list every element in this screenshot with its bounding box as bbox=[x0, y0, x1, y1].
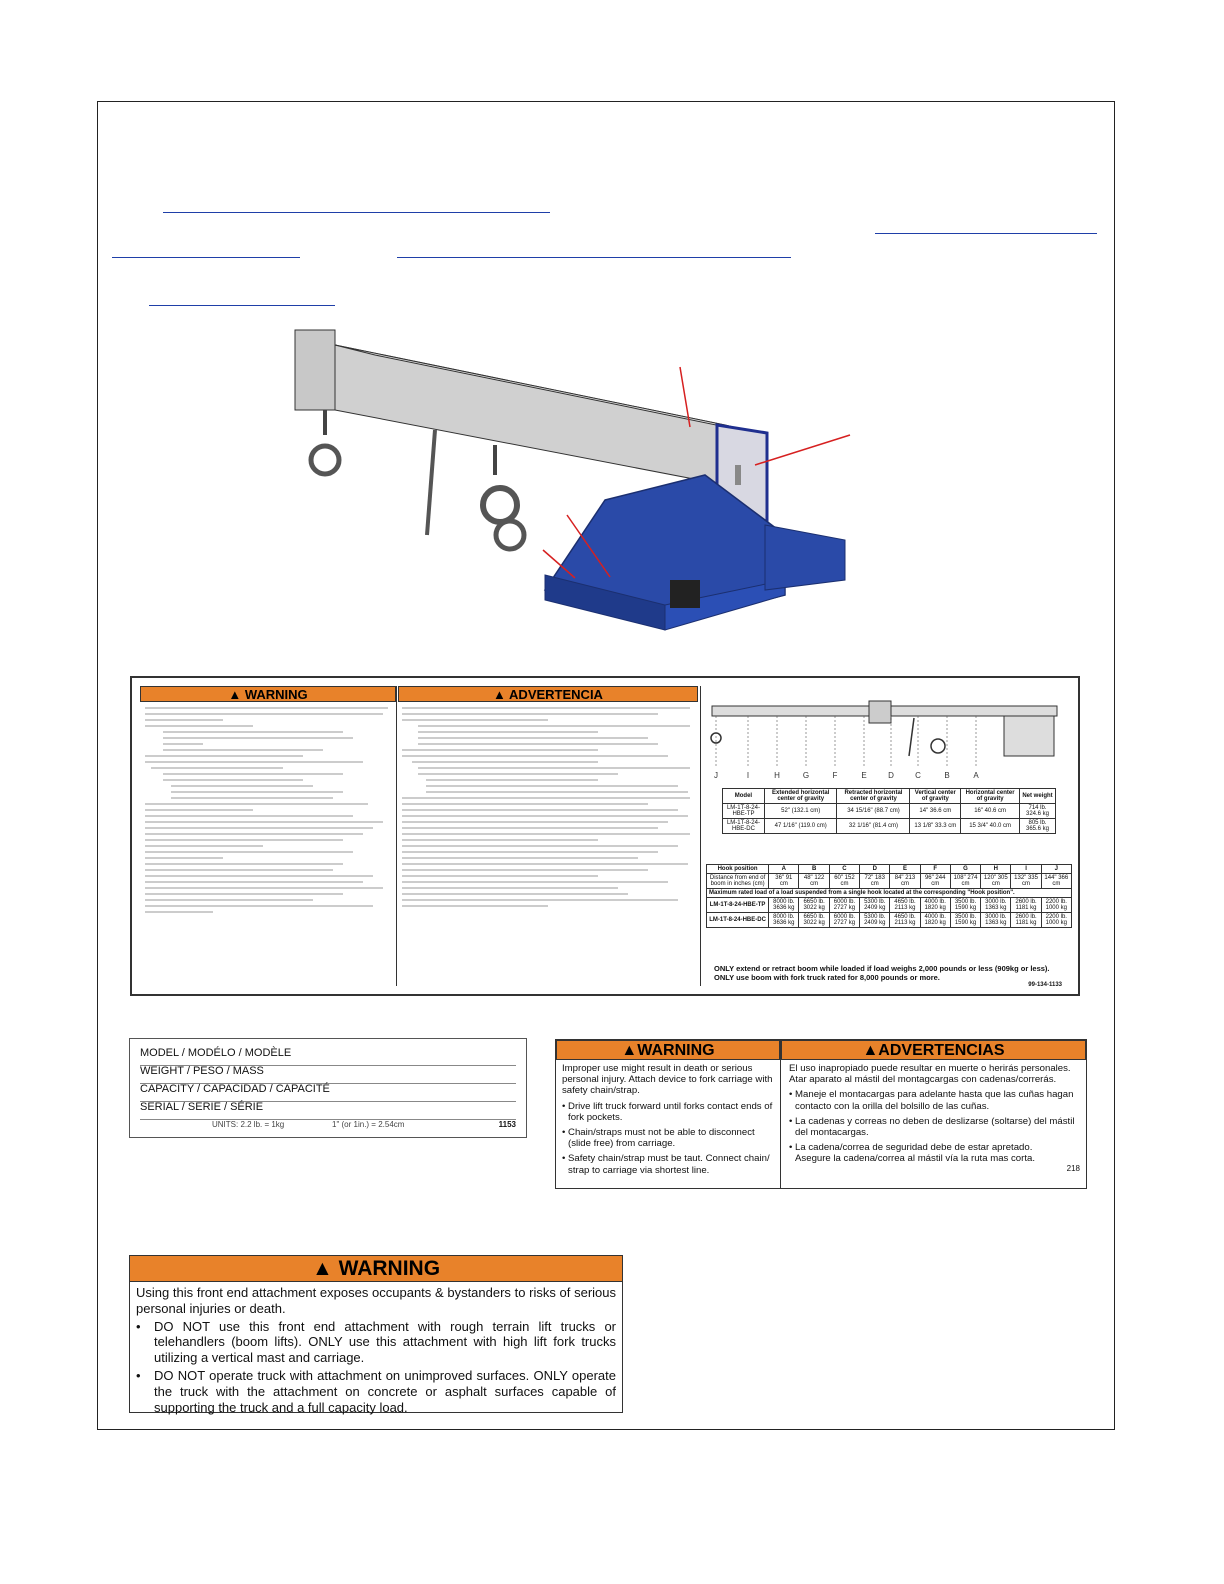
table-cell: 32 1/16" (81.4 cm) bbox=[837, 819, 910, 834]
hook-letter: J bbox=[714, 771, 718, 780]
table-cell: 5300 lb. 2409 kg bbox=[860, 913, 890, 928]
alert-triangle-icon: ▲ bbox=[493, 687, 510, 702]
table-header: C bbox=[829, 865, 859, 874]
chain-es-bullet: Maneje el montacargas para adelante hasta que las cuñas hagan contacto con la orilla del bolsillo de las cuñas. bbox=[795, 1089, 1074, 1112]
warning-header bbox=[140, 686, 396, 702]
weight-row bbox=[140, 1065, 516, 1084]
link-line-2a[interactable] bbox=[875, 233, 1097, 234]
hook-load-table bbox=[706, 864, 1072, 928]
alert-triangle-icon: ▲ bbox=[228, 687, 245, 702]
warning-spanish-column bbox=[398, 686, 698, 986]
list-item: • La cadena/correa de seguridad debe de estar apretado. Asegure la cadena/correa al mástil vía la ruta mas corta. bbox=[789, 1142, 1078, 1164]
link-line-3[interactable] bbox=[397, 257, 791, 258]
alert-triangle-icon: ▲ bbox=[862, 1042, 879, 1059]
table-cell: 4000 lb. 1820 kg bbox=[920, 913, 950, 928]
chain-en-body bbox=[556, 1060, 780, 1179]
table-cell: 144" 366 cm bbox=[1041, 874, 1071, 889]
table-header: J bbox=[1041, 865, 1071, 874]
table-row bbox=[707, 889, 1072, 898]
only-use-text: ONLY use boom with fork truck rated for 8,000 pounds or more. bbox=[714, 973, 940, 982]
table-cell: LM-1T-8-24-HBE-DC bbox=[707, 913, 769, 928]
table-cell: 4650 lb. 2113 kg bbox=[890, 898, 920, 913]
table-cell: 4650 lb. 2113 kg bbox=[890, 913, 920, 928]
divider bbox=[396, 686, 397, 986]
model-label: MODEL / MODÉLO / MODÈLE bbox=[140, 1047, 292, 1059]
table-header: D bbox=[860, 865, 890, 874]
warning-title: WARNING bbox=[244, 687, 308, 702]
advertencia-title: ADVERTENCIAS bbox=[878, 1042, 1005, 1059]
front-end-bullet: DO NOT use this front end attachment with rough terrain lift trucks or telehandlers (boom lifts). ONLY use this attachment with high lift fork trucks utilizing a vertical mast and carriage. bbox=[154, 1318, 616, 1366]
table-cell: 34 15/16" (88.7 cm) bbox=[837, 804, 910, 819]
table-header: Net weight bbox=[1020, 789, 1056, 804]
table-cell: 52" (132.1 cm) bbox=[764, 804, 837, 819]
list-item: • Maneje el montacargas para adelante hasta que las cuñas hagan contacto con la orilla del bolsillo de las cuñas. bbox=[789, 1089, 1078, 1111]
chain-en-bullet: Safety chain/strap must be taut. Connect chain/ strap to carriage via shortest line. bbox=[568, 1153, 770, 1176]
table-cell: 47 1/16" (119.0 cm) bbox=[764, 819, 837, 834]
link-line-4[interactable] bbox=[149, 305, 335, 306]
table-row bbox=[723, 819, 1056, 834]
model-cog-table bbox=[722, 788, 1056, 834]
only-extend-text: ONLY extend or retract boom while loaded if load weighs 2,000 pounds or less (909kg or less). bbox=[714, 964, 1050, 973]
boom-illustration bbox=[285, 325, 865, 635]
link-line-1[interactable] bbox=[163, 212, 550, 213]
hook-letter: D bbox=[888, 771, 894, 780]
label-number: 99-134-1133 bbox=[1028, 982, 1062, 988]
table-cell: 108" 274 cm bbox=[950, 874, 980, 889]
chain-warning-label bbox=[555, 1039, 1087, 1189]
table-header: Horizontal center of gravity bbox=[961, 789, 1020, 804]
boom-warning-label bbox=[130, 676, 1080, 996]
table-header: E bbox=[890, 865, 920, 874]
hook-letter: C bbox=[915, 771, 921, 780]
serial-label: SERIAL / SERIE / SÉRIE bbox=[140, 1101, 264, 1113]
chain-label-number: 218 bbox=[1066, 1163, 1080, 1173]
table-row bbox=[707, 874, 1072, 889]
capacity-row bbox=[140, 1083, 516, 1102]
list-item: • La cadenas y correas no deben de deslizarse (soltarse) del mástil del montacargas. bbox=[789, 1116, 1078, 1138]
table-header: F bbox=[920, 865, 950, 874]
table-row bbox=[707, 898, 1072, 913]
table-cell: 5300 lb. 2409 kg bbox=[860, 898, 890, 913]
boom-hook-diagram bbox=[704, 686, 1074, 781]
capacity-label: CAPACITY / CAPACIDAD / CAPACITÉ bbox=[140, 1083, 330, 1095]
advertencia-header bbox=[398, 686, 698, 702]
hook-letter: H bbox=[774, 771, 780, 780]
table-cell: Distance from end of boom in inches (cm) bbox=[707, 874, 769, 889]
link-line-2b[interactable] bbox=[112, 257, 300, 258]
table-cell: 3000 lb. 1363 kg bbox=[981, 913, 1011, 928]
chain-warning-english bbox=[556, 1040, 780, 1188]
hook-letter: I bbox=[746, 771, 750, 780]
divider bbox=[700, 686, 701, 986]
nameplate-number: 1153 bbox=[498, 1120, 516, 1129]
table-header: Retracted horizontal center of gravity bbox=[837, 789, 910, 804]
table-cell: 84" 213 cm bbox=[890, 874, 920, 889]
table-cell: 14" 36.6 cm bbox=[910, 804, 961, 819]
table-header: Hook position bbox=[707, 865, 769, 874]
alert-triangle-icon: ▲ bbox=[621, 1042, 638, 1059]
table-cell: 15 3/4" 40.0 cm bbox=[961, 819, 1020, 834]
front-end-bullet: DO NOT operate truck with attachment on unimproved surfaces. ONLY operate the truck with the attachment on concrete or asphalt surfaces capable of supporting the truck and a full capacity load. bbox=[154, 1367, 616, 1415]
chain-en-intro: Improper use might result in death or serious personal injury. Attach device to fork carriage with safety chain/strap. bbox=[562, 1063, 773, 1097]
chain-en-bullet: Chain/straps must not be able to disconnect (slide free) from carriage. bbox=[568, 1127, 755, 1150]
table-cell: 8000 lb. 3636 kg bbox=[769, 913, 799, 928]
table-header: B bbox=[799, 865, 829, 874]
table-cell: 8000 lb. 3636 kg bbox=[769, 898, 799, 913]
table-cell: 4000 lb. 1820 kg bbox=[920, 898, 950, 913]
advertencia-title: ADVERTENCIA bbox=[509, 687, 603, 702]
fine-print-lines-es bbox=[398, 704, 696, 984]
list-item: • Safety chain/strap must be taut. Connect chain/ strap to carriage via shortest line. bbox=[562, 1153, 774, 1175]
table-cell: 2600 lb. 1181 kg bbox=[1011, 898, 1041, 913]
front-end-warning-label bbox=[129, 1255, 623, 1413]
table-cell: LM-1T-8-24-HBE-TP bbox=[723, 804, 765, 819]
table-cell: 96" 244 cm bbox=[920, 874, 950, 889]
warning-title: WARNING bbox=[338, 1257, 441, 1280]
table-cell: 2200 lb. 1000 kg bbox=[1041, 898, 1071, 913]
table-cell: 2200 lb. 1000 kg bbox=[1041, 913, 1071, 928]
chain-es-intro: El uso inapropiado puede resultar en muerte o herirás personales. Atar aparato al mástil del montagcargas con cadenas/correrás. bbox=[789, 1063, 1071, 1086]
table-cell: 6650 lb. 3022 kg bbox=[799, 913, 829, 928]
table-cell: 6000 lb. 2727 kg bbox=[829, 913, 859, 928]
table-row bbox=[723, 804, 1056, 819]
table-cell: 6000 lb. 2727 kg bbox=[829, 898, 859, 913]
load-chart-column bbox=[704, 686, 1074, 986]
table-cell: 714 lb. 324.6 kg bbox=[1020, 804, 1056, 819]
advertencia-header bbox=[781, 1040, 1086, 1060]
chain-es-bullet: La cadena/correa de seguridad debe de estar apretado. Asegure la cadena/correa al mástil vía la ruta mas corta. bbox=[795, 1142, 1035, 1165]
table-cell: 3500 lb. 1590 kg bbox=[950, 898, 980, 913]
front-end-intro: Using this front end attachment exposes occupants & bystanders to risks of serious personal injuries or death. bbox=[136, 1285, 616, 1316]
warning-fine-print bbox=[140, 702, 396, 988]
serial-row bbox=[140, 1101, 516, 1120]
table-cell: 13 1/8" 33.3 cm bbox=[910, 819, 961, 834]
boom-restrictions bbox=[714, 964, 1069, 982]
serial-nameplate bbox=[129, 1038, 527, 1138]
table-header: Vertical center of gravity bbox=[910, 789, 961, 804]
table-cell: 805 lb. 365.6 kg bbox=[1020, 819, 1056, 834]
chain-es-body bbox=[781, 1060, 1086, 1168]
list-item: • Chain/straps must not be able to disconnect (slide free) from carriage. bbox=[562, 1127, 774, 1149]
table-cell: 2600 lb. 1181 kg bbox=[1011, 913, 1041, 928]
table-header: I bbox=[1011, 865, 1041, 874]
table-cell: 120" 305 cm bbox=[981, 874, 1011, 889]
chain-warning-spanish bbox=[781, 1040, 1086, 1188]
table-cell: 36" 91 cm bbox=[769, 874, 799, 889]
front-end-warning-body bbox=[130, 1282, 622, 1418]
table-cell: 60" 152 cm bbox=[829, 874, 859, 889]
table-cell: 6650 lb. 3022 kg bbox=[799, 898, 829, 913]
hook-letter: A bbox=[973, 771, 979, 780]
units-text: UNITS: 2.2 lb. = 1kg bbox=[212, 1120, 285, 1129]
table-header: A bbox=[769, 865, 799, 874]
chain-en-bullet: Drive lift truck forward until forks contact ends of fork pockets. bbox=[568, 1100, 773, 1123]
table-cell: 3000 lb. 1363 kg bbox=[981, 898, 1011, 913]
table-header: Extended horizontal center of gravity bbox=[764, 789, 837, 804]
chain-es-bullet: La cadenas y correas no deben de deslizarse (soltarse) del mástil del montacargas. bbox=[795, 1115, 1075, 1139]
fine-print-lines bbox=[143, 704, 393, 984]
warning-header bbox=[556, 1040, 780, 1060]
warning-title: WARNING bbox=[637, 1042, 715, 1059]
table-cell: 72" 183 cm bbox=[860, 874, 890, 889]
table-note: Maximum rated load of a load suspended from a single hook located at the corresponding "Hook position". bbox=[707, 889, 1072, 898]
table-cell: LM-1T-8-24-HBE-DC bbox=[723, 819, 765, 834]
warning-header bbox=[130, 1256, 622, 1282]
conversion-text: 1" (or 1in.) = 2.54cm bbox=[332, 1120, 405, 1129]
table-header: Model bbox=[723, 789, 765, 804]
alert-triangle-icon: ▲ bbox=[311, 1257, 339, 1280]
table-row bbox=[707, 913, 1072, 928]
hook-letter: E bbox=[861, 771, 867, 780]
table-cell: 48" 122 cm bbox=[799, 874, 829, 889]
table-header: H bbox=[981, 865, 1011, 874]
model-row bbox=[140, 1047, 516, 1066]
table-header: G bbox=[950, 865, 980, 874]
list-item: • DO NOT operate truck with attachment on unimproved surfaces. ONLY operate the truck with the attachment on concrete or asphalt surfaces capable of supporting the truck and a full capacity load. bbox=[136, 1367, 616, 1415]
weight-label: WEIGHT / PESO / MASS bbox=[140, 1065, 264, 1077]
table-cell: 16" 40.6 cm bbox=[961, 804, 1020, 819]
hook-letter: G bbox=[802, 771, 810, 780]
hook-letter: B bbox=[944, 771, 950, 780]
hook-letter: F bbox=[832, 771, 838, 780]
table-cell: 132" 335 cm bbox=[1011, 874, 1041, 889]
table-cell: LM-1T-8-24-HBE-TP bbox=[707, 898, 769, 913]
table-cell: 3500 lb. 1590 kg bbox=[950, 913, 980, 928]
list-item: • DO NOT use this front end attachment with rough terrain lift trucks or telehandlers (boom lifts). ONLY use this attachment with high lift fork trucks utilizing a vertical mast and carriage. bbox=[136, 1318, 616, 1366]
list-item: • Drive lift truck forward until forks contact ends of fork pockets. bbox=[562, 1100, 773, 1123]
warning-english-column bbox=[140, 686, 396, 986]
